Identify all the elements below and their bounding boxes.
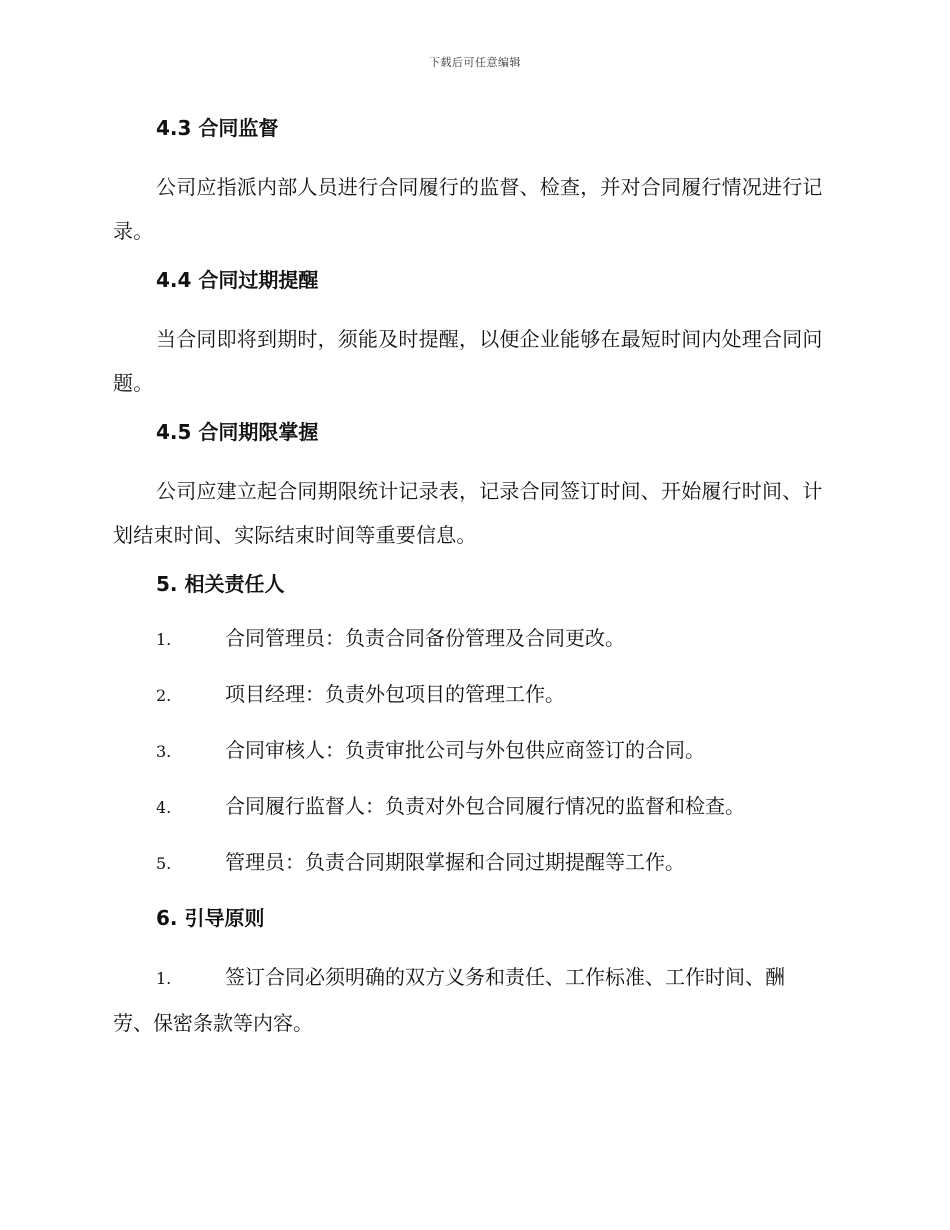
- guiding-principle-item: [113, 955, 833, 1045]
- list-item-number: 1.: [156, 969, 172, 988]
- responsible-persons-list: [113, 621, 833, 881]
- list-item-number: 1.: [156, 630, 172, 649]
- list-item-text: 项目经理：负责外包项目的管理工作。: [225, 682, 565, 706]
- list-item: [113, 845, 833, 881]
- list-item: [113, 677, 833, 713]
- section-heading-6: 6. 引导原则: [156, 906, 265, 930]
- list-item-number: 5.: [156, 854, 172, 873]
- list-item-text: 合同履行监督人：负责对外包合同履行情况的监督和检查。: [225, 794, 745, 818]
- section-heading-4-3: 4.3 合同监督: [156, 116, 279, 140]
- list-item-text-line1: 签订合同必须明确的双方义务和责任、工作标准、工作时间、酬: [225, 965, 785, 989]
- document-content: [113, 111, 833, 1045]
- list-item: [113, 733, 833, 769]
- section-heading-4-4: 4.4 合同过期提醒: [156, 268, 319, 292]
- list-item-text-line2: 劳、保密条款等内容。: [113, 1011, 313, 1035]
- list-item-text: 合同管理员：负责合同备份管理及合同更改。: [225, 626, 625, 650]
- section-body-4-3: 公司应指派内部人员进行合同履行的监督、检查，并对合同履行情况进行记录。: [113, 175, 823, 243]
- section-heading-5: 5. 相关责任人: [156, 572, 285, 596]
- list-item-number: 4.: [156, 798, 172, 817]
- list-item-text: 合同审核人：负责审批公司与外包供应商签订的合同。: [225, 738, 705, 762]
- list-item-number: 3.: [156, 742, 172, 761]
- section-heading-4-5: 4.5 合同期限掌握: [156, 420, 319, 444]
- section-body-4-5: 公司应建立起合同期限统计记录表，记录合同签订时间、开始履行时间、计划结束时间、实际结束时间等重要信息。: [113, 479, 823, 547]
- header-note: 下载后可任意编辑: [429, 56, 521, 69]
- list-item: [113, 789, 833, 825]
- section-body-4-4: 当合同即将到期时，须能及时提醒，以便企业能够在最短时间内处理合同问题。: [113, 327, 823, 395]
- list-item-number: 2.: [156, 686, 172, 705]
- list-item: [113, 621, 833, 657]
- list-item-text: 管理员：负责合同期限掌握和合同过期提醒等工作。: [225, 850, 685, 874]
